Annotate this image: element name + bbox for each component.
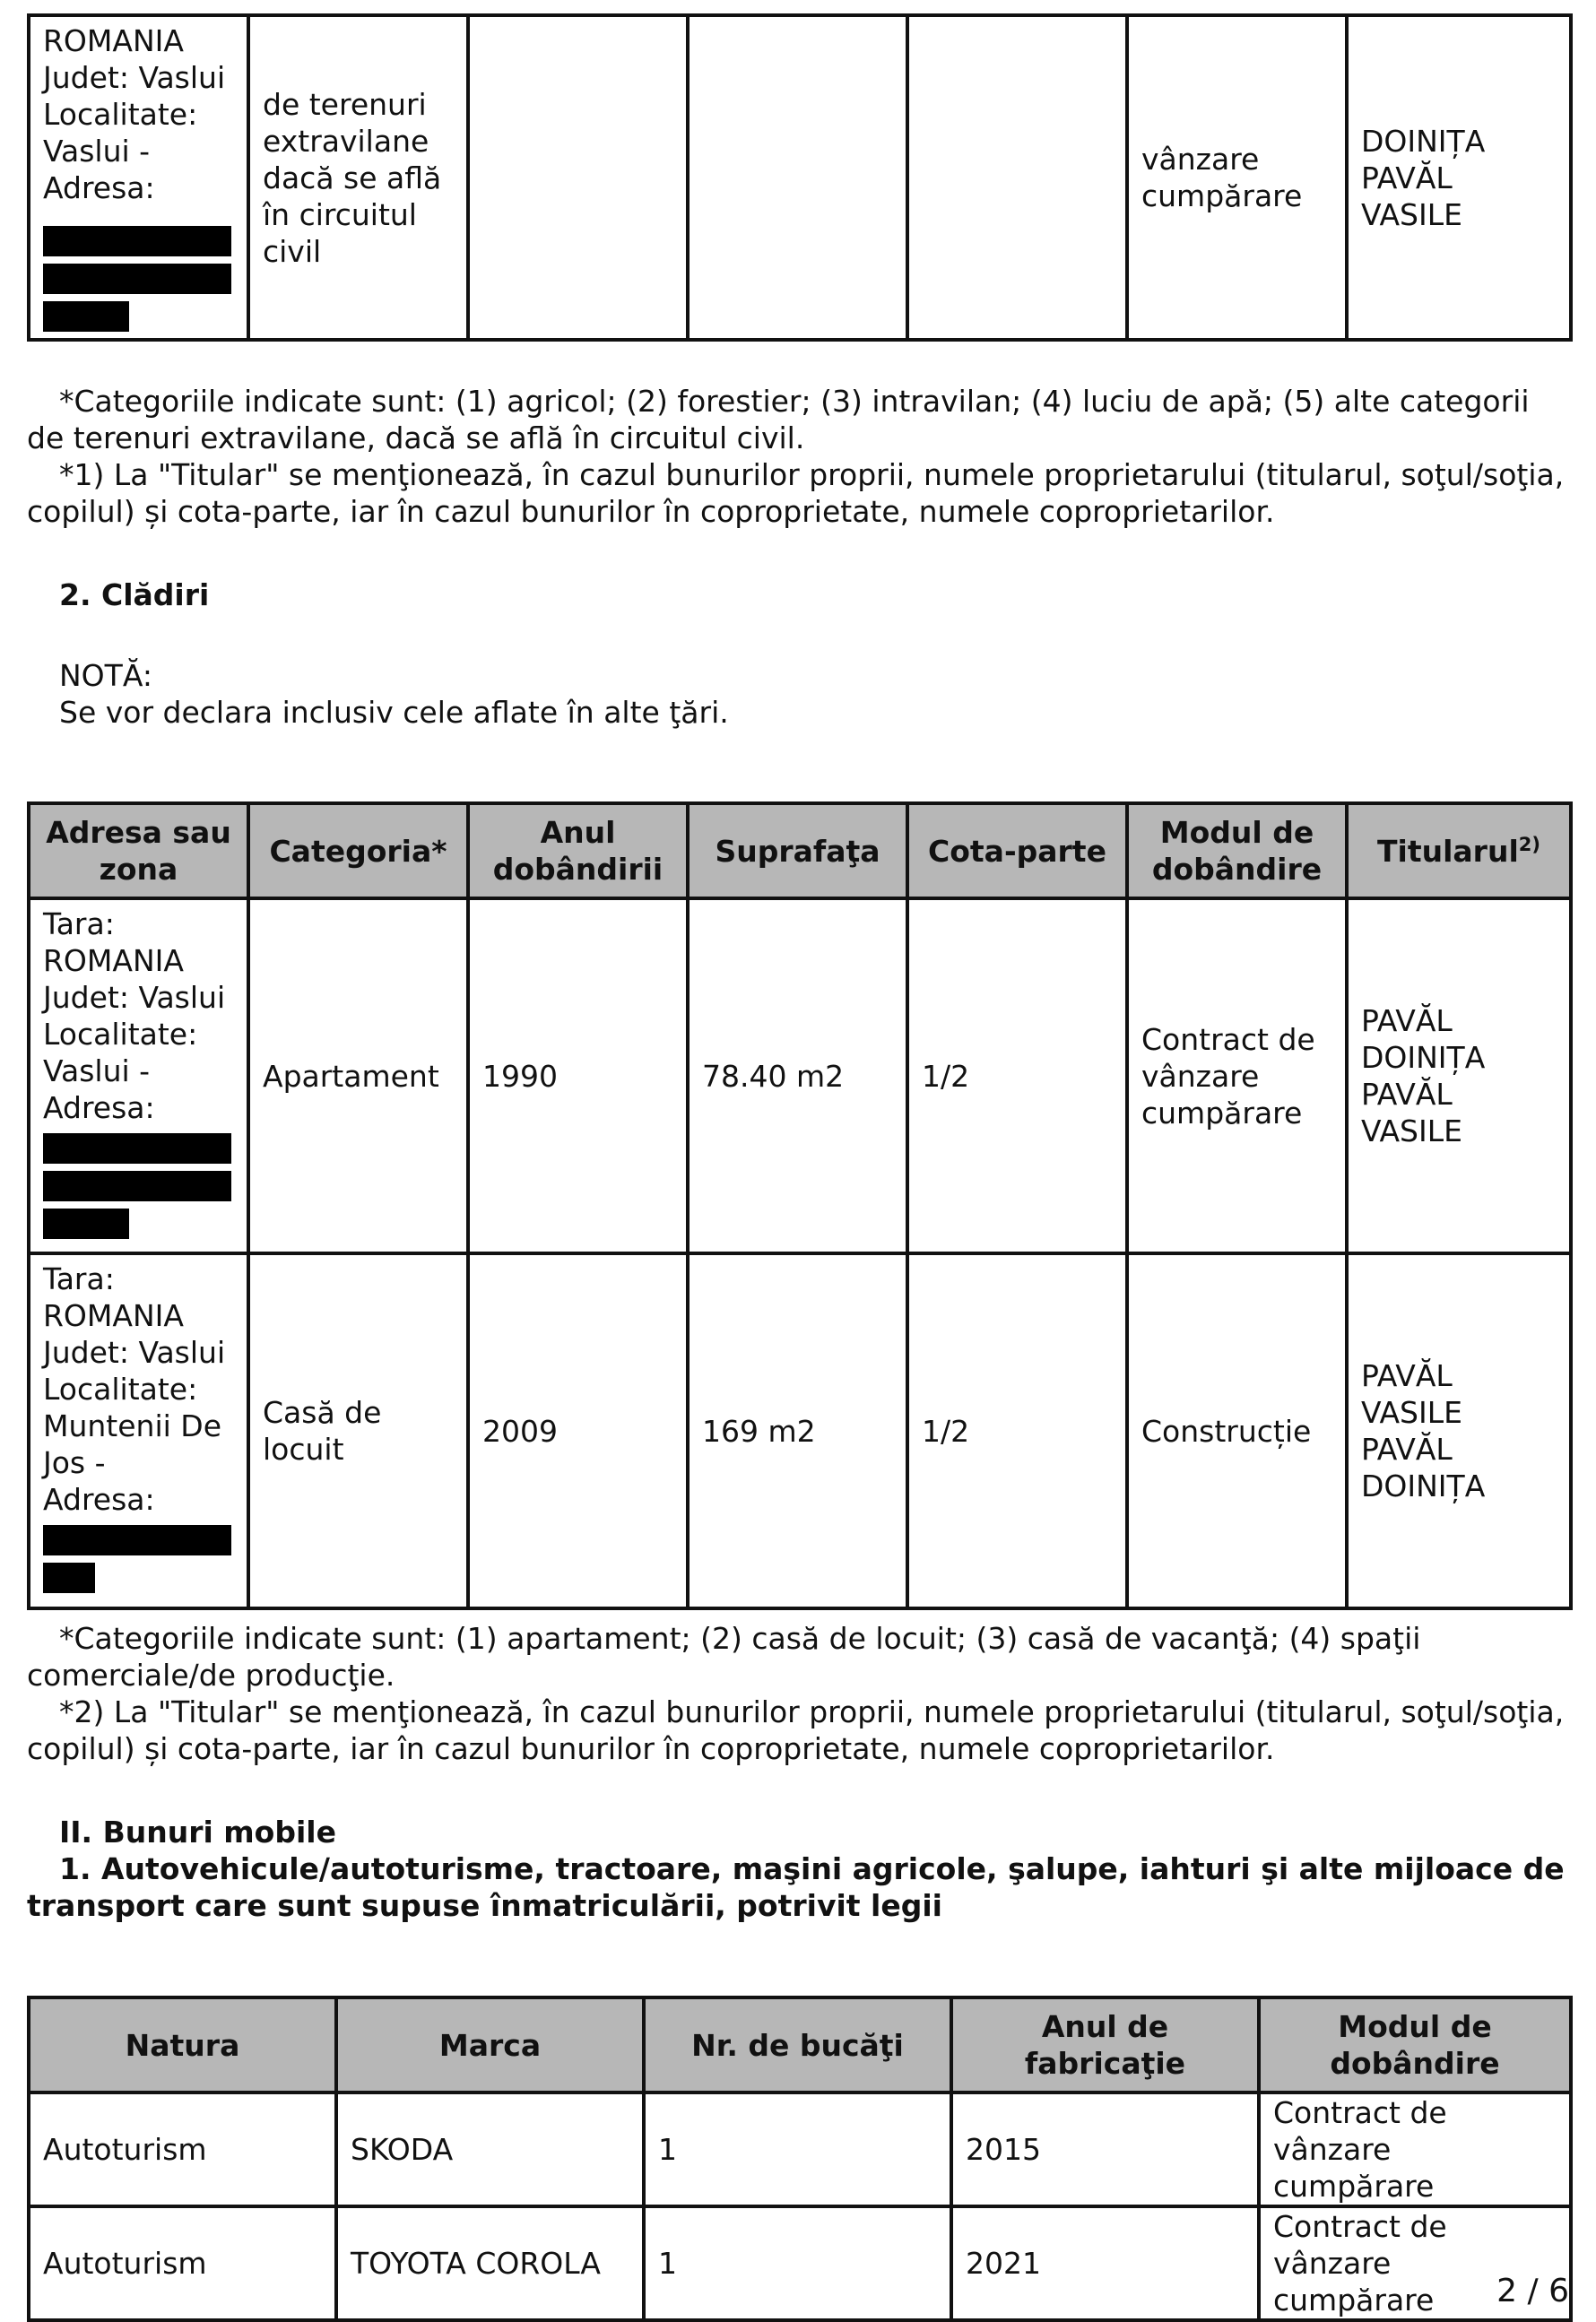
address-line: ROMANIA [43, 1298, 184, 1333]
share-cell [907, 15, 1127, 340]
buildings-holder-note: *2) La "Titular" se menţionează, în cazul bunurilor proprii, numele proprietarului (titularul, soţul/soţia, copilul) și cota-parte, iar în cazul bunurilor în coproprietate, numele coproprietarilor. [27, 1694, 1565, 1766]
acquisition-cell: Contract de vânzare cumpărare [1259, 2092, 1571, 2206]
header-category: Categoria* [248, 803, 468, 898]
redaction-bar [43, 1209, 129, 1239]
land-table [27, 13, 1573, 342]
address-line: ROMANIA [43, 23, 184, 58]
category-cell: Casă de locuit [248, 1253, 468, 1608]
table-row [29, 2206, 1571, 2320]
address-line: Judet: Vaslui [43, 60, 226, 95]
land-holder-note: *1) La "Titular" se menţionează, în cazul bunurilor proprii, numele proprietarului (titularul, soţul/soţia, copilul) și cota-parte, iar în cazul bunurilor în coproprietate, numele coproprietarilor. [27, 457, 1565, 529]
address-line: Vaslui - [43, 134, 151, 169]
section-subheading: 1. Autovehicule/autoturisme, tractoare, maşini agricole, şalupe, iahturi şi alte mijloace de transport care sunt supuse înmatriculării, potrivit legii [27, 1851, 1565, 1923]
redaction-bar [43, 1525, 231, 1555]
header-nature: Natura [29, 1997, 336, 2092]
page-number: 2 / 6 [1496, 2273, 1569, 2309]
table-row [29, 2092, 1571, 2206]
count-cell: 1 [644, 2092, 951, 2206]
address-line: Jos - [43, 1445, 106, 1480]
redaction-bar [43, 1133, 231, 1164]
address-line: Tara: [43, 906, 115, 941]
count-cell: 1 [644, 2206, 951, 2320]
acquisition-cell: vânzare cumpărare [1127, 15, 1347, 340]
section-heading: 2. Clădiri [59, 577, 210, 612]
redaction-bar [43, 1171, 231, 1201]
address-line: Localitate: [43, 1372, 198, 1407]
table-header-row [29, 1997, 1571, 2092]
section-heading: II. Bunuri mobile [59, 1815, 336, 1850]
category-cell: Apartament [248, 898, 468, 1253]
year-cell: 2015 [951, 2092, 1259, 2206]
table-row [29, 1253, 1571, 1608]
note-text: Se vor declara inclusiv cele aflate în alte ţări. [59, 695, 729, 730]
acquisition-cell: Construcție [1127, 1253, 1347, 1608]
category-cell: de terenuri extravilane dacă se află în circuitul civil [248, 15, 468, 340]
area-cell: 78.40 m2 [688, 898, 907, 1253]
buildings-note [59, 657, 1596, 731]
year-cell [468, 15, 688, 340]
address-line: Judet: Vaslui [43, 1335, 226, 1370]
holder-cell: PAVĂL VASILE PAVĂL DOINIȚA [1347, 1253, 1571, 1608]
brand-cell: TOYOTA COROLA [336, 2206, 644, 2320]
redaction-bar [43, 226, 231, 256]
year-cell: 2009 [468, 1253, 688, 1608]
table-header-row [29, 803, 1571, 898]
address-cell [29, 15, 248, 340]
holder-cell: DOINIȚA PAVĂL VASILE [1347, 15, 1571, 340]
nature-cell: Autoturism [29, 2206, 336, 2320]
note-label: NOTĂ: [59, 658, 152, 693]
year-cell: 1990 [468, 898, 688, 1253]
buildings-categories-note: *Categoriile indicate sunt: (1) apartament; (2) casă de locuit; (3) casă de vacanţă; (4) spaţii comerciale/de producţie. [27, 1621, 1421, 1693]
header-share: Cota-parte [907, 803, 1127, 898]
address-line: Tara: [43, 1261, 115, 1296]
acquisition-cell: Contract de vânzare cumpărare [1259, 2206, 1571, 2320]
nature-cell: Autoturism [29, 2092, 336, 2206]
header-holder [1347, 803, 1571, 898]
header-acquisition: Modul de dobândire [1127, 803, 1347, 898]
header-brand: Marca [336, 1997, 644, 2092]
address-line: Localitate: [43, 1017, 198, 1052]
address-cell [29, 1253, 248, 1608]
area-cell: 169 m2 [688, 1253, 907, 1608]
movables-section [27, 1814, 1569, 1924]
address-line: Localitate: [43, 97, 198, 132]
table-row [29, 15, 1571, 340]
address-line: ROMANIA [43, 943, 184, 978]
acquisition-cell: Contract de vânzare cumpărare [1127, 898, 1347, 1253]
buildings-notes [27, 1620, 1569, 1767]
header-year: Anul de fabricaţie [951, 1997, 1259, 2092]
land-categories-note: *Categoriile indicate sunt: (1) agricol; (2) forestier; (3) intravilan; (4) luciu de apă; (5) alte categorii de terenuri extravilane, dacă se află în circuitul civil. [27, 384, 1530, 455]
table-row [29, 898, 1571, 1253]
redaction-bar [43, 264, 231, 294]
header-address: Adresa sau zona [29, 803, 248, 898]
header-count: Nr. de bucăţi [644, 1997, 951, 2092]
year-cell: 2021 [951, 2206, 1259, 2320]
buildings-table [27, 801, 1573, 1610]
address-line: Vaslui - [43, 1053, 151, 1088]
address-cell [29, 898, 248, 1253]
vehicles-table [27, 1996, 1573, 2322]
redaction-bar [43, 301, 129, 332]
address-line: Adresa: [43, 1090, 155, 1125]
header-area: Suprafaţa [688, 803, 907, 898]
header-year: Anul dobândirii [468, 803, 688, 898]
address-line: Adresa: [43, 170, 155, 205]
brand-cell: SKODA [336, 2092, 644, 2206]
share-cell: 1/2 [907, 1253, 1127, 1608]
header-acquisition: Modul de dobândire [1259, 1997, 1571, 2092]
address-line: Muntenii De [43, 1408, 221, 1443]
buildings-heading [59, 576, 1596, 613]
address-line: Adresa: [43, 1482, 155, 1517]
address-line: Judet: Vaslui [43, 980, 226, 1015]
footnote-marker: 2) [1518, 833, 1540, 855]
holder-cell: PAVĂL DOINIȚA PAVĂL VASILE [1347, 898, 1571, 1253]
land-notes [27, 383, 1569, 530]
redaction-bar [43, 1563, 95, 1593]
header-holder-label: Titularul [1377, 833, 1519, 869]
area-cell [688, 15, 907, 340]
share-cell: 1/2 [907, 898, 1127, 1253]
